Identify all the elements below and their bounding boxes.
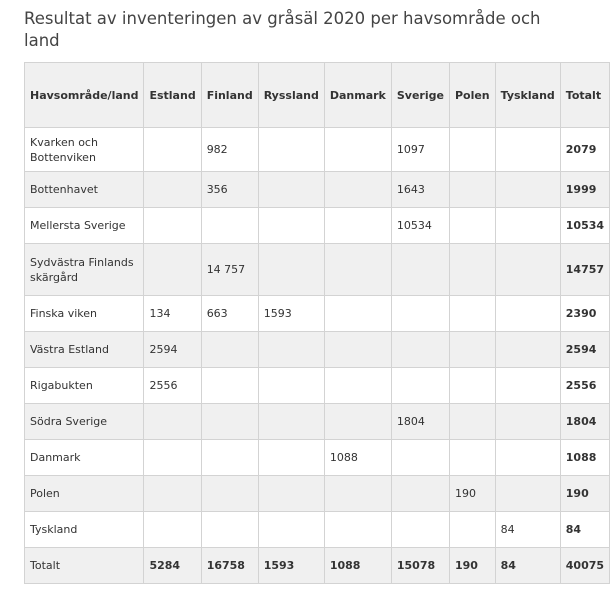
cell-estland: [144, 208, 201, 244]
header-estland: Estland: [144, 63, 201, 128]
cell-tyskland: [495, 296, 560, 332]
total-danmark: 1088: [324, 548, 391, 584]
row-label: Danmark: [25, 440, 144, 476]
cell-danmark: [324, 208, 391, 244]
cell-totalt: 2079: [560, 128, 609, 172]
cell-tyskland: [495, 172, 560, 208]
cell-estland: [144, 476, 201, 512]
total-totalt: 40075: [560, 548, 609, 584]
total-ryssland: 1593: [258, 548, 324, 584]
cell-sverige: [391, 512, 449, 548]
cell-sverige: [391, 296, 449, 332]
cell-estland: 134: [144, 296, 201, 332]
cell-polen: [449, 128, 495, 172]
cell-ryssland: [258, 128, 324, 172]
table-row: [25, 296, 610, 332]
header-tyskland: Tyskland: [495, 63, 560, 128]
total-label: Totalt: [25, 548, 144, 584]
total-row: [25, 548, 610, 584]
total-polen: 190: [449, 548, 495, 584]
cell-totalt: 2390: [560, 296, 609, 332]
cell-sverige: [391, 244, 449, 296]
cell-polen: [449, 244, 495, 296]
cell-totalt: 190: [560, 476, 609, 512]
cell-danmark: [324, 512, 391, 548]
cell-tyskland: [495, 244, 560, 296]
cell-finland: [201, 368, 258, 404]
cell-ryssland: [258, 440, 324, 476]
cell-danmark: [324, 244, 391, 296]
row-label: Tyskland: [25, 512, 144, 548]
cell-sverige: [391, 440, 449, 476]
row-label: Västra Estland: [25, 332, 144, 368]
cell-ryssland: [258, 332, 324, 368]
row-label: Södra Sverige: [25, 404, 144, 440]
cell-totalt: 14757: [560, 244, 609, 296]
row-label: Kvarken och Bottenviken: [25, 128, 144, 172]
cell-tyskland: 84: [495, 512, 560, 548]
cell-sverige: 10534: [391, 208, 449, 244]
cell-tyskland: [495, 128, 560, 172]
cell-estland: [144, 404, 201, 440]
table-row: [25, 128, 610, 172]
cell-totalt: 1999: [560, 172, 609, 208]
cell-estland: 2594: [144, 332, 201, 368]
table-row: [25, 244, 610, 296]
cell-totalt: 2594: [560, 332, 609, 368]
table-row: [25, 440, 610, 476]
cell-danmark: [324, 128, 391, 172]
cell-polen: [449, 172, 495, 208]
table-row: [25, 172, 610, 208]
cell-finland: [201, 332, 258, 368]
cell-tyskland: [495, 440, 560, 476]
cell-finland: [201, 512, 258, 548]
cell-polen: [449, 296, 495, 332]
cell-tyskland: [495, 332, 560, 368]
row-label: Sydvästra Finlands skärgård: [25, 244, 144, 296]
cell-polen: [449, 208, 495, 244]
cell-finland: 663: [201, 296, 258, 332]
cell-ryssland: [258, 172, 324, 208]
cell-polen: [449, 512, 495, 548]
cell-ryssland: [258, 368, 324, 404]
cell-totalt: 10534: [560, 208, 609, 244]
total-finland: 16758: [201, 548, 258, 584]
table-row: [25, 404, 610, 440]
table-row: [25, 476, 610, 512]
cell-danmark: [324, 476, 391, 512]
total-estland: 5284: [144, 548, 201, 584]
cell-sverige: [391, 368, 449, 404]
cell-danmark: 1088: [324, 440, 391, 476]
cell-tyskland: [495, 208, 560, 244]
total-sverige: 15078: [391, 548, 449, 584]
cell-ryssland: 1593: [258, 296, 324, 332]
header-sverige: Sverige: [391, 63, 449, 128]
cell-sverige: [391, 476, 449, 512]
cell-totalt: 84: [560, 512, 609, 548]
cell-ryssland: [258, 244, 324, 296]
cell-polen: [449, 440, 495, 476]
table-row: [25, 208, 610, 244]
cell-polen: [449, 404, 495, 440]
cell-estland: 2556: [144, 368, 201, 404]
cell-sverige: [391, 332, 449, 368]
cell-finland: [201, 476, 258, 512]
cell-estland: [144, 512, 201, 548]
cell-tyskland: [495, 404, 560, 440]
table-row: [25, 368, 610, 404]
cell-ryssland: [258, 208, 324, 244]
cell-finland: [201, 404, 258, 440]
cell-tyskland: [495, 476, 560, 512]
total-tyskland: 84: [495, 548, 560, 584]
header-finland: Finland: [201, 63, 258, 128]
cell-polen: [449, 368, 495, 404]
cell-estland: [144, 172, 201, 208]
cell-ryssland: [258, 512, 324, 548]
header-havsomrade: Havsområde/land: [25, 63, 144, 128]
header-polen: Polen: [449, 63, 495, 128]
cell-danmark: [324, 404, 391, 440]
cell-danmark: [324, 332, 391, 368]
header-danmark: Danmark: [324, 63, 391, 128]
inventory-table: [24, 62, 610, 584]
cell-estland: [144, 128, 201, 172]
cell-finland: 356: [201, 172, 258, 208]
cell-finland: [201, 208, 258, 244]
cell-totalt: 2556: [560, 368, 609, 404]
cell-finland: 982: [201, 128, 258, 172]
table-row: [25, 332, 610, 368]
cell-ryssland: [258, 404, 324, 440]
cell-ryssland: [258, 476, 324, 512]
cell-totalt: 1804: [560, 404, 609, 440]
row-label: Finska viken: [25, 296, 144, 332]
row-label: Bottenhavet: [25, 172, 144, 208]
cell-polen: [449, 332, 495, 368]
table-row: [25, 512, 610, 548]
cell-danmark: [324, 296, 391, 332]
page-title: Resultat av inventeringen av gråsäl 2020 per havsområde och land: [24, 9, 541, 50]
cell-sverige: 1804: [391, 404, 449, 440]
cell-polen: 190: [449, 476, 495, 512]
row-label: Polen: [25, 476, 144, 512]
cell-sverige: 1643: [391, 172, 449, 208]
row-label: Rigabukten: [25, 368, 144, 404]
header-row: [25, 63, 610, 128]
cell-finland: [201, 440, 258, 476]
cell-danmark: [324, 172, 391, 208]
row-label: Mellersta Sverige: [25, 208, 144, 244]
cell-estland: [144, 440, 201, 476]
cell-totalt: 1088: [560, 440, 609, 476]
cell-sverige: 1097: [391, 128, 449, 172]
cell-tyskland: [495, 368, 560, 404]
cell-danmark: [324, 368, 391, 404]
cell-finland: 14 757: [201, 244, 258, 296]
header-totalt: Totalt: [560, 63, 609, 128]
header-ryssland: Ryssland: [258, 63, 324, 128]
cell-estland: [144, 244, 201, 296]
